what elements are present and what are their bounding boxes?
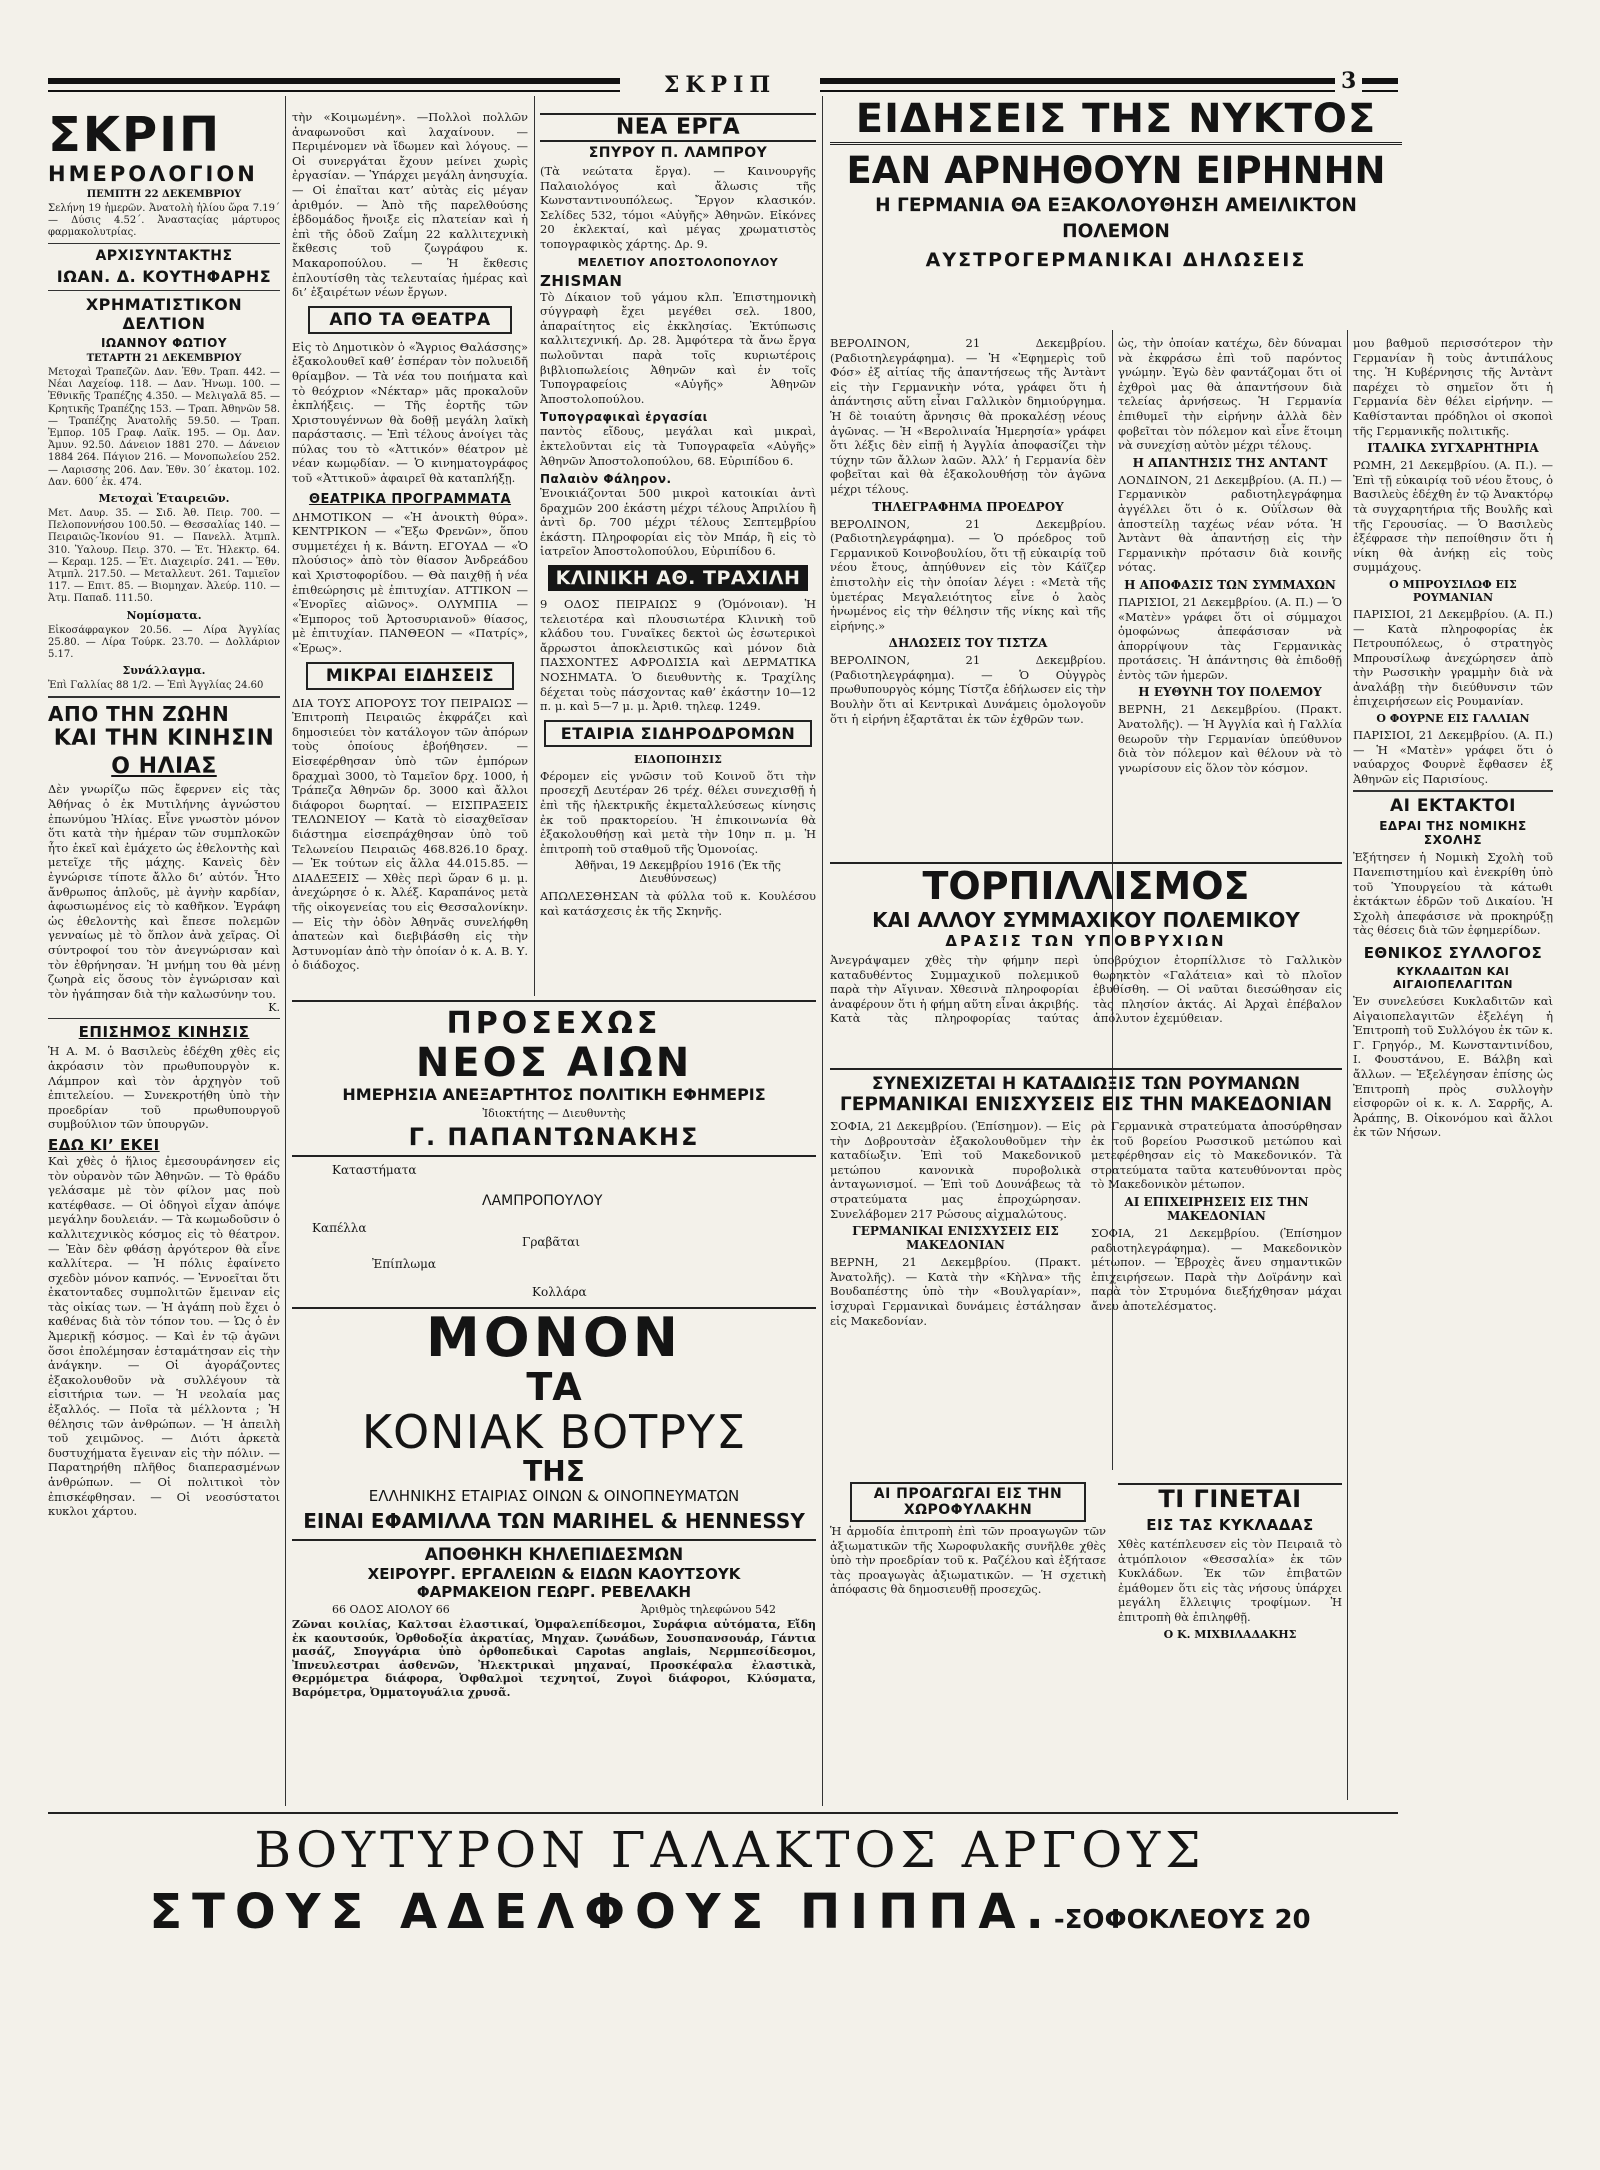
- ad-lambropoulou: ΛΑΜΠΡΟΠΟΥΛΟΥ: [482, 1193, 603, 1209]
- meletiou-heading: ΜΕΛΕΤΙΟΥ ΑΠΟΣΤΟΛΟΠΟΥΛΟΥ: [577, 255, 779, 269]
- paper-name: ΣΚΡΙΠ: [620, 72, 820, 98]
- column-divider: [1347, 330, 1348, 1800]
- association-text: Ἐν συνελεύσει Κυκλαδιτῶν καὶ Αἰγαιοπελαγιτῶν ἐξελέγη ἡ Ἐπιτροπὴ τοῦ Συλλόγου ἐκ τῶν κ. Γ. Γρηγόρ., Μ. Κωνσταντινίδου, Ι. Φουστάνου, Ε. Βάλβη καὶ ἄλλων. — Ἐξελέγησαν ἐπίσης ὡς Ἐπιτροπὴ πρὸς συλλογὴν εἰσφορῶν οἱ κ. κ. Λ. Σαρρῆς, Α. Ἀράπης, Β. Οἰκονόμου καὶ ἄλλοι ἐκ τῶν Νήσων.: [1353, 994, 1553, 1140]
- stock-companies: Μετ. Δαυρ. 35. — Σιδ. Ἀθ. Πειρ. 700. — Πελοποννήσου 100.50. — Θεσσαλίας 140. — Πειραιῶς-Ἰκονίου 91. — Πανελλ. Ἀτμπλ. 310. Ὑαλουρ. Πειρ. 370. — Ἐτ. Ἠλεκτρ. 64. — Κεραμ. 125. — Ἐτ. Διαχειρίσ. 241. — Ἐθν. Ἀτμπλ. 217.50. — Μεταλλευτ. 261. Ταμιεῖον 117. — Επιτ. 85. — Βιομηχαν. Ἀλεύρ. 110. — Ἀτμ. Παπαδ. 111.50.: [48, 508, 280, 605]
- entente-text: ΛΟΝΔΙΝΟΝ, 21 Δεκεμβρίου. (Α. Π.) — Γερμανικὸν ραδιοτηλεγράφημα ἀγγέλλει ὅτι ὁ κ. Οὐΐλσων θὰ ἀποστείλῃ ταχέως νέαν νότα. Ἡ Ἀντὰντ θὰ ἀπαντήσῃ εἰς τὴν Γερμανικὴν πρότασιν διὰ κοινῆς νότας.: [1118, 472, 1342, 575]
- stock-banks: Μετοχαὶ Τραπεζῶν. Δαν. Ἐθν. Τραπ. 442. — Νέαι Λαχείοφ. 118. — Δαν. Ἡνωμ. 100. — Ἐθνικῆς Τραπέζης 4.350. — Μελιγαλᾶ 85. — Κρητικῆς Τραπέζης 153. — Τραπ. Ἀθηνῶν 58. — Τραπέζης Ἀνατολῆς 59.50. — Τραπ. Ἐμπορ. 105 Γραφ. Λαϊκ. 195. — Ομ. Δαν. Ἀμυν. 92.50. Δάνειον 1881 270. — Δάνειον 1884 264. Πάγιον 216. — Μονοπωλείου 252. — Λαρισσης 206. Δαν. Ἐθν. 30΄ ἑκατομ. 102. Δαν. 600΄ ἑκ. 474.: [48, 367, 280, 488]
- extraordinary-sub: ΕΔΡΑΙ ΤΗΣ ΝΟΜΙΚΗΣ ΣΧΟΛΗΣ: [1379, 819, 1527, 848]
- tisza-heading: ΔΗΛΩΣΕΙΣ ΤΟΥ ΤΙΣΤΖΑ: [888, 636, 1048, 651]
- gendarmerie-section: [830, 1480, 1106, 1800]
- new-works-heading: ΝΕΑ ΕΡΓΑ: [540, 113, 816, 142]
- sofia-text: ΣΟΦΙΑ, 21 Δεκεμβρίου. (Ἐπίσημον). — Εἰς τὴν Δοβρουτσὰν ἐξακολουθοῦμεν τὴν καταδίωξιν. Ἐπὶ τοῦ Μακεδονικοῦ μετώπου κανονικὰ πυροβολικὰ ἀνταγωνισμοί. — Ἐπὶ τοῦ Δουνάβεως τὰ στρατεύματα μας ἐπροχώρησαν. Συνελάβομεν 217 Ρώσους αἰχμαλώτους.: [830, 1119, 1081, 1221]
- page-number: 3: [1335, 68, 1362, 94]
- torpedo-section: [830, 862, 1342, 1064]
- fournet-heading: Ο ΦΟΥΡΝΕ ΕΙΣ ΓΑΛΛΙΑΝ: [1376, 712, 1530, 726]
- berlin-report: ΒΕΡΟΛΙΝΟΝ, 21 Δεκεμβρίου. (Ραδιοτηλεγράφημα). — Ἡ «Ἐφημερὶς τοῦ Φόσ» ἐξ αἰτίας τῆς ἀπαντήσεως τῆς Ἀντὰντ εἰς τὴν Γερμανικὴν νότα, γράφει ὅτι ἡ ἀπάντησις αὕτη εἶναι Γαλλικὸν δημιούργημα. Ἡ δὲ τοιαύτη ἄρνησις θὰ προκαλέσῃ νέους ἀγῶνας. — Ἡ «Βερολιναία Ἡμερησία» γράφει ὅτι λέξις δὲν εἰπῇ ἡ Ἀγγλία ἀποφασίζει τὴν τύχην τῶν ἄλλων λαῶν. Ἀλλ’ ἡ Γερμανία δὲν φοβεῖται καὶ θὰ ἐξακολουθήσῃ τὸν ἀγῶνα μέχρι τέλους.: [830, 336, 1106, 496]
- footer-address: -ΣΟΦΟΚΛΕΟΥΣ 20: [1053, 1905, 1311, 1935]
- ad-ta: ΤΑ: [526, 1365, 582, 1409]
- torpedo-heading: ΤΟΡΠΙΛΛΙΣΜΟΣ: [922, 864, 1250, 908]
- main-headline-3: ΑΥΣΤΡΟΓΕΡΜΑΝΙΚΑΙ ΔΗΛΩΣΕΙΣ: [925, 249, 1307, 271]
- life-heading-2: ΚΑΙ ΤΗΝ ΚΙΝΗΣΙΝ: [53, 726, 275, 752]
- ad-monon: ΜΟΝΟΝ: [426, 1306, 682, 1369]
- ad-tis: ΤΗΣ: [523, 1455, 585, 1488]
- small-news-text: ΔΙΑ ΤΟΥΣ ΑΠΟΡΟΥΣ ΤΟΥ ΠΕΙΡΑΙΩΣ — Ἐπιτροπὴ Πειραιῶς ἐκφράζει καὶ δημοσιεύει τὸν κατάλογον τῶν ἀπόρων τοὺς ὁποίους ἐβοήθησεν. — Εἰσεφέρθησαν ὑπὸ τῶν ἐμπόρων δραχμαὶ 3000, τὸ Ταμεῖον δρχ. 1000, ἡ Τράπεζα Ἀθηνῶν δρ. 3000 καὶ ἄλλοι διάφοροι δωρηταί. — ΕΙΣΠΡΑΞΕΙΣ ΤΕΛΩΝΕΙΟΥ — Κατὰ τὸ εἰσαχθεῖσαν διάστημα εἰσεπράχθησαν ὑπὸ τοῦ Τελωνείου Πειραιῶς 468.826.10 δραχ. — Ἐκ τούτων εἰς ἄλλα 44.015.85. — ΔΙΑΔΕΞΕΙΣ — Χθὲς περὶ ὥραν 6 μ. μ. ἀνεχώρησε ὁ κ. Ἀλέξ. Καραπάνος μετὰ τῆς οἰκογενείας του εἰς Θεσσαλονίκην. — Εἰς τὴν ὁδὸν Ἀθηνᾶς συνελήφθη ἀπατεὼν καὶ διεβιβάσθη εἰς τὴν Ἀστυνομίαν ἀπὸ τὴν ὁποίαν ὁ κ. Α. Β. Υ. ὁ διάδοχος.: [292, 695, 528, 973]
- ad-prosexos: ΠΡΟΣΕΧΩΣ: [446, 1006, 662, 1041]
- ad-address: 66 ΟΔΟΣ ΑΙΟΛΟΥ 66: [332, 1603, 450, 1616]
- operations-heading: ΑΙ ΕΠΙΧΕΙΡΗΣΕΙΣ ΕΙΣ ΤΗΝ ΜΑΚΕΔΟΝΙΑΝ: [1124, 1194, 1309, 1223]
- stock-heading-exchange: Συνάλλαγμα.: [122, 664, 206, 678]
- war-responsibility-text: ΒΕΡΝΗ, 21 Δεκεμβρίου. (Πρακτ. Ἀνατολῆς). — Ἡ Ἀγγλία καὶ ἡ Γαλλία θεωροῦν τὴν Γερμανίαν ὑπεύθυνον διὰ τὸν πόλεμον καὶ θέλουν νὰ τὸ γνωρίσουν εἰς ὅλον τὸν κόσμον.: [1118, 702, 1342, 775]
- german-reinforcement-text: ΒΕΡΝΗ, 21 Δεκεμβρίου. (Πρακτ. Ἀνατολῆς). — Κατὰ τὴν «Κὴλνα» τῆς Βουδαπέστης ὑπὸ τὴν «Βουλγαρίαν», ἰσχυραὶ Γερμανικαὶ δυνάμεις ἐστάλησαν εἰς Μακεδονίαν.: [830, 1255, 1081, 1328]
- clinic-heading: ΚΛΙΝΙΚΗ ΑΘ. ΤΡΑΧΙΛΗ: [548, 565, 808, 591]
- association-sub: ΚΥΚΛΑΔΙΤΩΝ ΚΑΙ ΑΙΓΑΙΟΠΕΛΑΓΙΤΩΝ: [1393, 965, 1513, 991]
- stock-exchange: Ἐπὶ Γαλλίας 88 1/2. — Ἐπὶ Ἀγγλίας 24.60: [48, 680, 264, 692]
- meletiou-text: Τὸ Δίκαιον τοῦ γάμου κλπ. Ἐπιστημονικὴ σύγγραφὴ ἔχει μεγέθει σελ. 1800, ἀπαραίτητος εἰς ἐκκλησίας. Ἐκτύπωσις καλλιτεχνική. Δρ. 28. Ἀμφότερα τὰ ἄνω ἔργα πωλοῦνται παρὰ τοῖς κυριωτέροις βιβλιοπωλείοις Ἀθηνῶν καὶ ἐν τοῖς Τυπογραφείοις «Αὐγῆς» Ἀθηνῶν Ἀποστολοπούλου.: [540, 289, 816, 406]
- footer-rule: [48, 1812, 1398, 1814]
- cyclades-signature: Ο Κ. ΜΙΧΒΙΛΑΔΑΚΗΣ: [1163, 1627, 1297, 1641]
- ad-block: [292, 1000, 816, 1802]
- ilias-signature: Κ.: [268, 1001, 280, 1015]
- extraordinary-heading: ΑΙ ΕΚΤΑΚΤΟΙ: [1390, 796, 1516, 817]
- ad-koniak: ΚΟΝΙΑΚ ΒΟΤΡΥΣ: [361, 1405, 747, 1459]
- meletiou-sub: ZHISMAN: [540, 271, 623, 290]
- cyclades-text: Χθὲς κατέπλευσεν εἰς τὸν Πειραιᾶ τὸ ἀτμόπλοιον «Θεσσαλία» ἐκ τῶν Κυκλάδων. Ἐκ τῶν ἐπιβατῶν ἐμάθομεν ὅτι εἰς τὰς νήσους ὑπάρχει μεγάλη ἔλλειψις τροφίμων. Ἡ ἐπιτροπὴ θὰ ἐπιληφθῇ.: [1118, 1537, 1342, 1624]
- editor-name: ΙΩΑΝ. Δ. ΚΟΥΤΗΦΑΡΗΣ: [56, 267, 272, 286]
- programs-text: ΔΗΜΟΤΙΚΟΝ — «Ἡ ἀνοικτὴ θύρα». ΚΕΝΤΡΙΚΟΝ — «Ἔξω Φρενῶν», ὅπου συμμετέχει ἡ κ. Βάντη. ΕΓΟΥΑΔ — «Ὁ πλούσιος» ἀπὸ τὸν θίασον Ἀνδρεάδου καὶ Χριστοφορίδου. — Θὰ παιχθῇ ἡ νέα ἐπιθεώρησις μὲ ἐπιτυχίαν. ΑΤΤΙΚΟΝ — «Ἐνορῖες αἰῶνος». ΟΛΥΜΠΙΑ — «Ἑμπορος τοῦ Ἀρτοσυριανοῦ» θίασος, μὲ ἐπιτυχίαν. ΠΑΝΘΕΟΝ — «Πατρίς», «Ἑρως».: [292, 509, 528, 655]
- railway-signature: Ἀθῆναι, 19 Δεκεμβρίου 1916 (Ἐκ τῆς Διευθύνσεως): [575, 859, 781, 886]
- ad-efamilla: ΕΙΝΑΙ ΕΦΑΜΙΛΛΑ ΤΩΝ MARIHEL & HENNESSY: [292, 1509, 816, 1541]
- faliro-text: Ἐνοικιάζονται 500 μικροὶ κατοικίαι ἀντὶ δραχμῶν 200 ἑκάστη μέχρι τέλους Ἀπριλίου ἢ ἀντὶ δρ. 700 μέχρι τέλους Σεπτεμβρίου ἑκάστη. Πληροφορίαι εἰς τὸν Μπάρ, ἢ εἰς τὸ ἰατρεῖον Ἀποστολοπούλου, Εὐριπίδου 6.: [540, 486, 816, 559]
- col-title: ΣΚΡΙΠ: [48, 110, 222, 163]
- stock-date: ΤΕΤΑΡΤΗ 21 ΔΕΚΕΜΒΡΙΟΥ: [86, 353, 242, 364]
- typography-heading: Τυπογραφικαὶ ἐργασίαι: [540, 410, 708, 425]
- ad-pharmacy: ΦΑΡΜΑΚΕΙΟΝ ΓΕΩΡΓ. ΡΕΒΕΛΑΚΗ: [416, 1583, 692, 1601]
- typography-text: παντὸς εἴδους, μεγάλαι καὶ μικραὶ, ἐκτελοῦνται εἰς τὰ Τυπογραφεῖα «Αὐγῆς» Ἀθηνῶν Ἀποστολοπούλου, 68. Εὐριπίδου 6.: [540, 424, 816, 468]
- promotions-text: Ἡ ἁρμοδία ἐπιτροπὴ ἐπὶ τῶν προαγωγῶν τῶν ἀξιωματικῶν τῆς Χωροφυλακῆς συνῆλθε χθὲς ὑπὸ τὴν προεδρίαν τοῦ κ. Ραζέλου καὶ ἐξήτασε τὰς προαγωγὰς ἀξιωματικῶν. — Ἡ σχετικὴ ἀπόφασις θὰ δημοσιευθῇ προσεχῶς.: [830, 1524, 1106, 1597]
- theatres-heading: ΑΠΟ ΤΑ ΘΕΑΤΡΑ: [308, 306, 512, 334]
- column-theatre: [292, 110, 528, 990]
- theatres-text: Εἰς τὸ Δημοτικὸν ὁ «Ἄγριος Θαλάσσης» ἐξακολουθεῖ καθ’ ἑσπέραν τὸν πολυειδῆ θρίαμβον. — Τὰ νέα του ποιήματα καὶ τὸ θεόχριον «Νέκταρ» μᾶς προκαλοῦν ἐκπλήξεις. — Τῆς ἑορτῆς τῶν Χριστουγέννων θὰ δοθῇ μεγάλη λαϊκὴ παράστασις. — Ἐπὶ τέλους ἀνοίγει τὰς πύλας του τὸ «Ἀττικόν» θέατρον μὲ νέαν κωμῳδίαν. — Ὁ κινηματογράφος τοῦ «Ἀττικοῦ» ἀφαιρεῖ θὰ καταπλήξῃ.: [292, 339, 528, 486]
- extraordinary-text: Ἐξήτησεν ἡ Νομικὴ Σχολὴ τοῦ Πανεπιστημίου καὶ ἐνεκρίθη ὑπὸ τοῦ Ὑπουργείου τὰ κάτωθι ἐκτάκτων ἑδρῶν τοῦ Δικαίου. Ἡ Σχολὴ ἀπεφάσισε νὰ προκηρύξῃ τὰς θέσεις διὰ τῶν ἐφημερίδων.: [1353, 850, 1553, 938]
- small-news-heading: ΜΙΚΡΑΙ ΕΙΔΗΣΕΙΣ: [306, 662, 514, 690]
- fournet-text: ΠΑΡΙΣΙΟΙ, 21 Δεκεμβρίου. (Α. Π.) — Ἡ «Ματὲν» γράφει ὅτι ὁ ναύαρχος Φουρνὲ ἔφθασεν ἐξ Ἀθηνῶν εἰς Παρισίους.: [1353, 728, 1553, 786]
- official-text: Ἡ Α. Μ. ὁ Βασιλεὺς ἐδέχθη χθὲς εἰς ἀκρόασιν τὸν πρωθυπουργὸν κ. Λάμπρον καὶ τὸν ἀρχηγὸν τοῦ ἐπιτελείου. — Συνεκροτήθη ὑπὸ τὴν προεδρίαν τοῦ πρωθυπουργοῦ συμβούλιον τῶν ὑπουργῶν.: [48, 1044, 280, 1132]
- telegram-text: ΒΕΡΟΛΙΝΟΝ, 21 Δεκεμβρίου. (Ραδιοτηλεγράφημα). — Ὁ πρόεδρος τοῦ Γερμανικοῦ Κοινοβουλίου, ὅτι τῇ εὐκαιρίᾳ τοῦ νέου ἔτους, ἀπηύθυνεν εἰς τὸν Κάϊζερ ἐπιστολὴν εἰς τὴν ὁποίαν λέγει : «Μετὰ τῆς ὑμετέρας Μεγαλειότητος εἶνε ὁ λαὸς ἡνωμένος εἰς τὴν θέλησιν τῆς νίκης καὶ τῆς εἰρήνης.»: [830, 516, 1106, 633]
- footer-brothers-name: ΣΤΟΥΣ ΑΔΕΛΦΟΥΣ ΠΙΠΠΑ.: [149, 1884, 1054, 1940]
- allies-decision-heading: Η ΑΠΟΦΑΣΙΣ ΤΩΝ ΣΥΜΜΑΧΩΝ: [1124, 577, 1336, 592]
- column-news-b: [1118, 336, 1342, 856]
- railway-sub: ΕΙΔΟΠΟΙΗΣΙΣ: [634, 752, 722, 766]
- here-there-heading: ΕΔΩ ΚΙ’ ΕΚΕΙ: [48, 1135, 160, 1154]
- news-c-text: μου βαθμοῦ περισσότερον τὴν Γερμανίαν ἢ τοὺς ἀντιπάλους της. Ἡ Κυβέρνησις τῆς Ἀντὰντ παρέχει τὸ σημεῖον ὅτι ἡ Γερμανία δὲν θέλει εἰρήνην. — Καθίστανται πρόδηλοι οἱ σκοποὶ τῆς Γερμανικῆς πολιτικῆς.: [1353, 336, 1553, 438]
- ad-warehouse: ΑΠΟΘΗΚΗ ΚΗΛΕΠΙΔΕΣΜΩΝ: [424, 1545, 684, 1565]
- column-news-a: [830, 336, 1106, 856]
- cyclades-sub: ΕΙΣ ΤΑΣ ΚΥΚΛΑΔΑΣ: [1146, 1516, 1314, 1534]
- ilias-heading: Ο ΗΛΙΑΣ: [111, 754, 217, 780]
- column-divider: [285, 96, 286, 1806]
- torpedo-sub-2: ΔΡΑΣΙΣ ΤΩΝ ΥΠΟΒΡΥΧΙΩΝ: [945, 932, 1227, 950]
- column-divider: [534, 96, 535, 996]
- romania-heading: ΣΥΝΕΧΙΖΕΤΑΙ Η ΚΑΤΑΔΙΩΞΙΣ ΤΩΝ ΡΟΥΜΑΝΩΝ: [871, 1074, 1301, 1094]
- ad-wine-company: ΕΛΛΗΝΙΚΗΣ ΕΤΑΙΡΙΑΣ ΟΙΝΩΝ & ΟΙΝΟΠΝΕΥΜΑΤΩΝ: [368, 1487, 740, 1505]
- new-works-author: ΣΠΥΡΟΥ Π. ΛΑΜΠΡΟΥ: [588, 145, 768, 161]
- editor-label: ΑΡΧΙΣΥΝΤΑΚΤΗΣ: [95, 248, 233, 264]
- war-responsibility-heading: Η ΕΥΘΥΝΗ ΤΟΥ ΠΟΛΕΜΟΥ: [1138, 685, 1322, 700]
- telegram-heading: ΤΗΛΕΓΡΑΦΗΜΑ ΠΡΟΕΔΡΟΥ: [872, 499, 1064, 514]
- italian-text: ΡΩΜΗ, 21 Δεκεμβρίου. (Α. Π.). — Ἐπὶ τῇ εὐκαιρίᾳ τοῦ νέου ἔτους, ὁ Βασιλεὺς ἐδέχθη ἐν τῷ Ἀνακτόρῳ τὰ συγχαρητήρια τῆς Βουλῆς καὶ τῆς Γερουσίας. — Ὁ Βασιλεὺς ἐξέφρασε τὴν πεποίθησιν ὅτι ἡ νίκη θὰ ἀνήκῃ εἰς τοὺς συμμάχους.: [1353, 458, 1553, 575]
- allies-decision-text: ΠΑΡΙΣΙΟΙ, 21 Δεκεμβρίου. (Α. Π.) — Ὁ «Ματὲν» γράφει ὅτι οἱ σύμμαχοι ὁμοφώνως ἀπεφάσισαν νὰ ἀπορρίψουν τὰς Γερμανικὰς προτάσεις. Ἡ ἀπάντησις θὰ ἐπιδοθῇ ἐντὸς τῶν ἡμερῶν.: [1118, 594, 1342, 682]
- stock-coins: Εἰκοσάφραγκον 20.56. — Λίρα Ἀγγλίας 25.80. — Λίρα Τούρκ. 23.70. — Δολλάριον 5.17.: [48, 624, 280, 661]
- new-works-text: (Τὰ νεώτατα ἔργα). — Καινουργῆς Παλαιολόγος καὶ ἄλωσις τῆς Κωνσταντινουπόλεως. Ἔργον κλασικόν. Σελίδες 532, τόμοι «Αὐγῆς» Ἀθηνῶν. Εἰκόνες 20 ἐκλεκταί, καὶ μέγας χρωματιστὸς τοπογραφικὸς χάρτης. Δρ. 9.: [540, 164, 816, 251]
- ad-collars: Κολλάρα: [532, 1285, 587, 1299]
- almanac-text: Σελήνη 19 ἡμερῶν. Ἀνατολὴ ἡλίου ὥρα 7.19΄ — Δύσις 4.52΄. Ἀνασταςίας μάρτυρος φαρμακολυτρίας.: [48, 203, 280, 238]
- macedonia-heading: ΓΕΡΜΑΝΙΚΑΙ ΕΝΙΣΧΥΣΕΙΣ ΕΙΣ ΤΗΝ ΜΑΚΕΔΟΝΙΑΝ: [839, 1094, 1333, 1115]
- column-news-c: [1353, 336, 1553, 1801]
- entente-heading: Η ΑΠΑΝΤΗΣΙΣ ΤΗΣ ΑΝΤΑΝΤ: [1132, 455, 1328, 470]
- ad-ties: Γραβᾶται: [522, 1235, 580, 1249]
- clinic-text: 9 ΟΔΟΣ ΠΕΙΡΑΙΩΣ 9 (Ὁμόνοιαν). Ἡ τελειοτέρα καὶ πλουσιωτέρα Κλινικὴ τοῦ κλάδου του. Γυναῖκες δεκτοὶ ὡς ἐσωτερικοὶ ἄρρωστοι ἀποκλειστικῶς καὶ μόνον διὰ ΠΑΣΧΟΝΤΕΣ ΑΦΡΟΔΙΣΙΑ καὶ ΔΕΡΜΑΤΙΚΑ ΝΟΣΗΜΑΤΑ. Ὁ διευθυντὴς κ. Τραχίλης δέχεται τοὺς πάσχοντας καθ’ ἑκάστην 10—12 π. μ. καὶ 5—7 μ. μ. Ἀριθ. τηλεφ. 1249.: [540, 597, 816, 714]
- official-heading: ΕΠΙΣΗΜΟΣ ΚΙΝΗΣΙΣ: [78, 1023, 250, 1042]
- railway-heading: ΕΤΑΙΡΙΑ ΣΙΔΗΡΟΔΡΟΜΩΝ: [544, 720, 812, 747]
- ad-stores: Καταστήματα: [332, 1163, 417, 1177]
- life-heading: ΑΠΟ ΤΗΝ ΖΩΗΝ: [48, 702, 230, 727]
- italian-heading: ΙΤΑΛΙΚΑ ΣΥΓΧΑΡΗΤΗΡΙΑ: [1367, 441, 1539, 456]
- misc-notes: τὴν «Κοιμωμένη». —Πολλοὶ πολλῶν ἀναφωνοῦσι καὶ λαχαίνουν. — Περιμένομεν νὰ ἴδωμεν καὶ λόγους. — Οἱ συνεργάται ἔχουν μείνει χωρὶς ἐργασίαν. — Ὑπάρχει μεγάλη ἀνησυχία. — Οἱ ἐπαῖται κατ’ αὐτὰς εἰς μέγαν ἀριθμόν. — Ἀπὸ τῆς παρελθούσης ἑβδομάδος ἤνοιξε εἰς πλατείαν καὶ ἡ ἐπὶ τῆς ὁδοῦ Ζαΐμη 22 καλλιτεχνικὴ ἔκθεσις τοῦ ζωγράφου κ. Μακαροπούλου. — Ἡ ἔκθεσις ἐπλουτίσθη τὰς τελευταίας ἡμέρας καὶ δι’ ἐξαιρέτων νέων ἔργων.: [292, 110, 528, 300]
- romania-continued-text: ρὰ Γερμανικὰ στρατεύματα ἀποσύρθησαν ἐκ τοῦ βορείου Ρωσσικοῦ μετώπου καὶ μετεφέρθησαν εἰς τὸ Μακεδονικόν. Τὰ στρατεύματα ταῦτα κατευθύνονται πρὸς τὸ Μακεδονικὸν μέτωπον.: [1091, 1119, 1342, 1192]
- calendar-heading: ΗΜΕΡΟΛΟΓΙΟΝ: [48, 162, 258, 186]
- torpedo-sub: ΚΑΙ ΑΛΛΟΥ ΣΥΜΜΑΧΙΚΟΥ ΠΟΛΕΜΙΚΟΥ: [872, 908, 1300, 932]
- calendar-date: ΠΕΜΠΤΗ 22 ΔΕΚΕΜΒΡΙΟΥ: [86, 189, 242, 200]
- footer-brothers: [40, 1884, 1420, 1951]
- ad-furnishings: Ἐπίπλωμα: [372, 1257, 437, 1271]
- stock-heading-coins: Νομίσματα.: [126, 608, 202, 622]
- cyclades-section: [1118, 1480, 1342, 1800]
- stock-bulletin-heading: ΧΡΗΜΑΤΙΣΤΙΚΟΝ ΔΕΛΤΙΟΝ: [85, 295, 243, 333]
- ad-hats: Καπέλλα: [312, 1221, 367, 1235]
- stock-heading-companies: Μετοχαὶ Ἑταιρειῶν.: [98, 492, 230, 506]
- romania-section: [830, 1068, 1342, 1480]
- main-headline: ΕΑΝ ΑΡΝΗΘΟΥΝ ΕΙΡΗΝΗΝ: [846, 149, 1386, 192]
- german-reinforcement-heading: ΓΕΡΜΑΝΙΚΑΙ ΕΝΙΣΧΥΣΕΙΣ ΕΙΣ ΜΑΚΕΔΟΝΙΑΝ: [852, 1224, 1059, 1253]
- footer-butter: ΒΟΥΤΥΡΟΝ ΓΑΛΑΚΤΟΣ ΑΡΓΟΥΣ: [254, 1821, 1206, 1879]
- stock-bulletin-sub: ΙΩΑΝΝΟΥ ΦΩΤΙΟΥ: [100, 336, 228, 350]
- night-news-header: [830, 96, 1402, 336]
- ad-phone: Ἀριθμὸς τηλεφώνου 542: [640, 1603, 776, 1616]
- column-calendar: [48, 110, 280, 1810]
- ad-products: Ζῶναι κοιλίας, Καλτσαι ἐλαστικαί, Ὀμφαλεπίδεσμοι, Συράφια αὐτόματα, Εἴδη ἐκ καουτσούκ, Ὀρθοδοξία ἀκρατίας, Μηχαν. ζωνάδων, Σουσπανσουάρ, Γάντια μασάζ, Σπογγάρια ὑπὸ ὀρθοπεδικαὶ Capotas anglais, Νερμπεσίδεσμοι, Ἰπνευλεστραι ἀσθενῶν, Ἠλεκτρικαὶ μηχαναί, Προσκέφαλα ἐλαστικὰ, Θερμόμετρα διάφορα, Ὀφθαλμοὶ τεχνητοί, Ζυγοὶ διάφοροι, Κλύσματα, Βαρόμετρα, Ὀμματογυάλια χρυσᾶ.: [292, 1618, 816, 1699]
- association-heading: ΕΘΝΙΚΟΣ ΣΥΛΛΟΓΟΣ: [1363, 944, 1543, 962]
- main-headline-2: Η ΓΕΡΜΑΝΙΑ ΘΑ ΕΞΑΚΟΛΟΥΘΗΣΗ ΑΜΕΙΛΙΚΤΟΝ ΠΟΛΕΜΟΝ: [875, 195, 1357, 242]
- ad-neos-aion: ΝΕΟΣ ΑΙΩΝ: [415, 1040, 693, 1086]
- news-b-text: ὡς, τὴν ὁποίαν κατέχω, δὲν δύναμαι νὰ ἐκφράσω ἐπὶ τοῦ παρόντος γνώμην. Ἐγὼ δὲν φαντάζομαι ὅτι οἱ ἐχθροὶ μας θὰ ἀπαντήσουν διὰ τελείας ἀρνήσεως. Ἡ Γερμανία ἐπιθυμεῖ τὴν εἰρήνην ἀλλὰ δὲν φοβεῖται τὸν πόλεμον καὶ εἶνε ἕτοιμη νὰ συνεχίσῃ αὐτὸν μέχρι τέλους.: [1118, 336, 1342, 453]
- column-ads: [540, 110, 816, 990]
- cyclades-heading: ΤΙ ΓΙΝΕΤΑΙ: [1118, 1483, 1342, 1513]
- promotions-heading: ΑΙ ΠΡΟΑΓΩΓΑΙ ΕΙΣ ΤΗΝ ΧΩΡΟΦΥΛΑΚΗΝ: [850, 1482, 1086, 1522]
- ilias-text: Δὲν γνωρίζω πῶς ἔφερνεν εἰς τὰς Ἀθήνας ὁ ἐκ Μυτιλήνης ἀγνώστου ἐπωνύμου Ἡλίας. Εἶνε γνωστὸν μόνον ὅτι κατὰ τὴν ἡμέραν τῶν συμπλοκῶν ἦτο ἐκεῖ καὶ ἐμάχετο ὡς ἐθελοντὴς καὶ μετεῖχε τῆς μάχης. Κανεὶς δὲν ἐγνώρισε τίποτε ἄλλο δι’ αὐτόν. Ἦτο ἄνθρωπος ἁπλοῦς, μὲ ἀγνὴν καρδίαν, ἀφωσιωμένος εἰς τὸ καθῆκον. Ἐγράφη ὡς ἐθελοντὴς καὶ ἔπεσε πολεμῶν γενναίως μὲ τὸ ὅπλον ἀνὰ χεῖρας. Οἱ σύντροφοί του τὸν ἀνεγνώρισαν καὶ τὸν ἐθρήνησαν. Ἡ μνήμη του θὰ μένῃ ζωηρὰ εἰς ὅσους τὸν ἐγνώρισαν καὶ τὸν ἠγάπησαν διὰ τὴν καλωσύνην του.: [48, 782, 280, 1001]
- railway-text: Φέρομεν εἰς γνῶσιν τοῦ Κοινοῦ ὅτι τὴν προσεχῆ Δευτέραν 26 τρέχ. θέλει συνεχισθῇ ἡ ἐπὶ τῆς ἠλεκτρικῆς ἐκμεταλλεύσεως κίνησις ἐκ τοῦ πρακτορείου. Ἡ ἐπικοινωνία θὰ ἐξακολουθήσῃ καὶ μετὰ τὴν 10ην π. μ. Ἡ ἐπιτροπὴ τοῦ σταθμοῦ τῆς Ὁμονοίας.: [540, 768, 816, 856]
- ad-owner: Γ. ΠΑΠΑΝΤΩΝΑΚΗΣ: [292, 1123, 816, 1157]
- brusilov-text: ΠΑΡΙΣΙΟΙ, 21 Δεκεμβρίου. (Α. Π.) — Κατὰ πληροφορίας ἐκ Πετρουπόλεως, ὁ στρατηγὸς Μπρουσίλωφ ἀνεχώρησεν ἀπὸ τὴν Ρωσσικὴν γραμμὴν διὰ νὰ ἀναλάβῃ τὴν διεύθυνσιν τῶν ἐπιχειρήσεων εἰς Ρουμανίαν.: [1353, 606, 1553, 709]
- tisza-text: ΒΕΡΟΛΙΝΟΝ, 21 Δεκεμβρίου. (Ραδιοτηλεγράφημα). — Ὁ Οὐγγρὸς πρωθυπουργὸς κόμης Τίστζα ἐδήλωσεν εἰς τὴν Βουλὴν ὅτι αἱ Κεντρικαὶ Δυνάμεις ὁμολογοῦν ὅτι ἡ εἰρήνη ἐξαρτᾶται ἐκ τῶν ἐχθρῶν των.: [830, 653, 1106, 726]
- brusilov-heading: Ο ΜΠΡΟΥΣΙΛΩΦ ΕΙΣ ΡΟΥΜΑΝΙΑΝ: [1389, 577, 1517, 604]
- programs-heading: ΘΕΑΤΡΙΚΑ ΠΡΟΓΡΑΜΜΑΤΑ: [308, 491, 512, 507]
- operations-text: ΣΟΦΙΑ, 21 Δεκεμβρίου. (Ἐπίσημον ραδιοτηλεγράφημα). — Μακεδονικὸν μέτωπον. — Ἐβροχὲς ἄνευ σημαντικῶν ἐπιχειρήσεων. Παρὰ τὴν Δοϊράνην καὶ παρὰ τὸν Στρυμόνα διεξήχθησαν μάχαι ἄνευ ἀποτελέσματος.: [1091, 1225, 1342, 1313]
- torpedo-text: Ἀνεγράψαμεν χθὲς τὴν φήμην περὶ καταδυθέντος Συμμαχικοῦ πολεμικοῦ παρὰ τὴν Αἴγιναν. Χθεσινὰ πληροφορίαι ἀναφέρουν ὅτι ἡ φήμη αὕτη εἶναι ἀκριβής. Κατὰ τὰς πληροφορίας ταύτας ὑποβρύχιον ἐτορπίλλισε τὸ Γαλλικὸν θωρηκτὸν «Γαλάτεια» καὶ τὸ πλοῖον ἐβυθίσθη. — Οἱ ναῦται διεσώθησαν εἰς τὰς πλησίον ἀκτάς. Αἱ Ἀρχαὶ ἐπέβαλον ἀπόλυτον ἐχεμύθειαν.: [830, 953, 1342, 1026]
- column-divider: [822, 96, 823, 1806]
- faliro-heading: Παλαιὸν Φάληρον.: [540, 472, 672, 487]
- lost-notice: ΑΠΩΛΕΣΘΗΣΑΝ τὰ φύλλα τοῦ κ. Κουλέσου καὶ κατάσχεσις ἐκ τῆς Σκηνῆς.: [540, 889, 816, 918]
- ad-owner-label: Ἰδιοκτήτης — Διευθυντὴς: [482, 1107, 626, 1120]
- ad-neos-sub: ΗΜΕΡΗΣΙΑ ΑΝΕΞΑΡΤΗΤΟΣ ΠΟΛΙΤΙΚΗ ΕΦΗΜΕΡΙΣ: [342, 1085, 766, 1104]
- here-there-text: Καὶ χθὲς ὁ ἥλιος ἐμεσουράνησεν εἰς τὸν οὐρανὸν τῶν Ἀθηνῶν. — Τὸ θράδυ γελάσαμε μὲ τὸν φίλον μας ποὺ κατέφθασε. — Οἱ ὀδηγοὶ εἶχαν ἀπόψε μεγάλην δουλειάν. — Τὰ κωμωδοῦσιν ὁ καλλιτεχνικὸς κόσμος εἰς τὸ θέατρον. — Ἐὰν δὲν φθάσῃ ἀργότερον θὰ εἶνε καλλίτερα. — Ἡ πόλις ἐφαίνετο σχεδὸν μόνον καπνός. — Ἐννοεῖται ὅτι ἐκατονταδες συμπολιτῶν ἔμειναν εἰς τὰς οἰκίας των. — Ἡ ἀγάπη ποὺ ἔχει ὁ καθένας διὰ τὸν τόπον του. — Ὡς ὁ ἐν Ἀμερικῇ κόσμος. — Καὶ ἐν τῷ ἀγῶνι ὅσοι ἐπολέμησαν ἐσταμάτησαν εἰς τὴν ἀνάγκην. — Οἱ ἀγοράζοντες ἐξακολουθοῦν νὰ συλλέγουν τὰ εἰσιτήρια των. — Ἡ νεολαία μας ἐξαλλός. — Ποῖα τὰ μέλλοντα ; Ἡ θέλησις τῶν ἀνθρώπων. — Ἡ ἀπειλὴ τοῦ χειμῶνος. — Διότι ἀρκετὰ δυστυχήματα ἔγειναν εἰς τὴν πόλιν. — Παρατηρήθη πλῆθος διαπερασμένων ἀνθρώπων. — Οἱ πολιτικοὶ τὸν ἐπισκέφθησαν. — Οἱ νεοσύστατοι κυκλοι χάρτου.: [48, 1153, 280, 1519]
- ad-surgical: ΧΕΙΡΟΥΡΓ. ΕΡΓΑΛΕΙΩΝ & ΕΙΔΩΝ ΚΑΟΥΤΣΟΥΚ: [367, 1565, 741, 1583]
- night-news-title: ΕΙΔΗΣΕΙΣ ΤΗΣ ΝΥΚΤΟΣ: [830, 96, 1402, 145]
